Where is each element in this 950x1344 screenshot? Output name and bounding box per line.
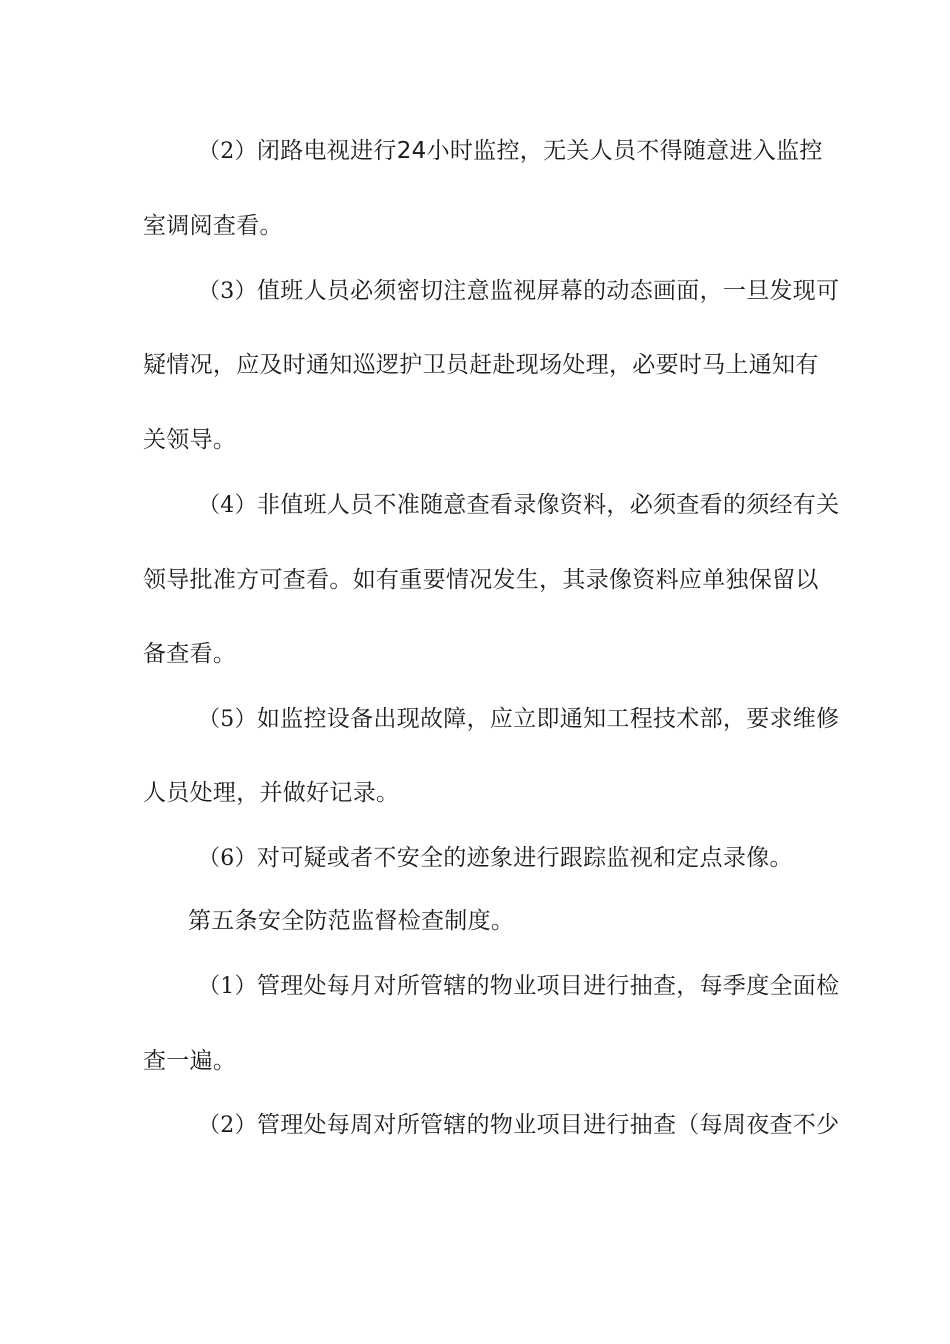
- line-text: 值班人员必须密切注意监视屏幕的动态画面，一旦发现可: [256, 278, 840, 304]
- line-text: 室调阅查看。: [143, 213, 283, 239]
- line-text: 查一遍。: [143, 1048, 237, 1074]
- article-5-heading: [188, 906, 514, 936]
- item-number: （2）: [198, 139, 257, 164]
- check-item-1-line-2: [143, 1046, 236, 1076]
- item-number: （5）: [198, 707, 257, 732]
- line-text: 备查看。: [143, 641, 237, 667]
- item-number: （1）: [198, 974, 257, 999]
- line-text: 非值班人员不准随意查看录像资料，必须查看的须经有关: [256, 492, 840, 518]
- check-item-2-line-1: [198, 1110, 839, 1141]
- line-text: 关领导。: [143, 427, 237, 453]
- line-text: 管理处每月对所管辖的物业项目进行抽查，每季度全面检: [256, 973, 840, 999]
- item-number: （6）: [198, 846, 257, 871]
- paragraph-5-line-2: [143, 778, 399, 808]
- line-text: 如监控设备出现故障，应立即通知工程技术部，要求维修: [256, 706, 840, 732]
- line-text: 管理处每周对所管辖的物业项目进行抽查（每周夜查不少: [256, 1112, 840, 1138]
- paragraph-5-line-1: [198, 704, 839, 735]
- line-text: 第五条安全防范监督检查制度。: [188, 908, 515, 934]
- item-number: （2）: [198, 1113, 257, 1138]
- item-number: （4）: [198, 493, 257, 518]
- line-text: 领导批准方可查看。如有重要情况发生，其录像资料应单独保留以: [143, 567, 819, 593]
- line-text: 疑情况，应及时通知巡逻护卫员赶赴现场处理，必要时马上通知有: [143, 352, 819, 378]
- paragraph-6-line-1: [198, 843, 793, 874]
- paragraph-2-line-1: [198, 136, 823, 167]
- paragraph-3-line-1: [198, 276, 839, 307]
- line-text: 对可疑或者不安全的迹象进行跟踪监视和定点录像。: [256, 845, 793, 871]
- paragraph-4-line-3: [143, 639, 236, 669]
- paragraph-4-line-1: [198, 490, 839, 521]
- line-text: 人员处理，并做好记录。: [143, 780, 400, 806]
- check-item-1-line-1: [198, 971, 839, 1002]
- paragraph-2-line-2: [143, 211, 283, 241]
- item-number: （3）: [198, 279, 257, 304]
- paragraph-3-line-2: [143, 350, 819, 380]
- paragraph-3-line-3: [143, 425, 236, 455]
- line-text: 闭路电视进行24小时监控，无关人员不得随意进入监控: [256, 138, 823, 164]
- paragraph-4-line-2: [143, 565, 819, 595]
